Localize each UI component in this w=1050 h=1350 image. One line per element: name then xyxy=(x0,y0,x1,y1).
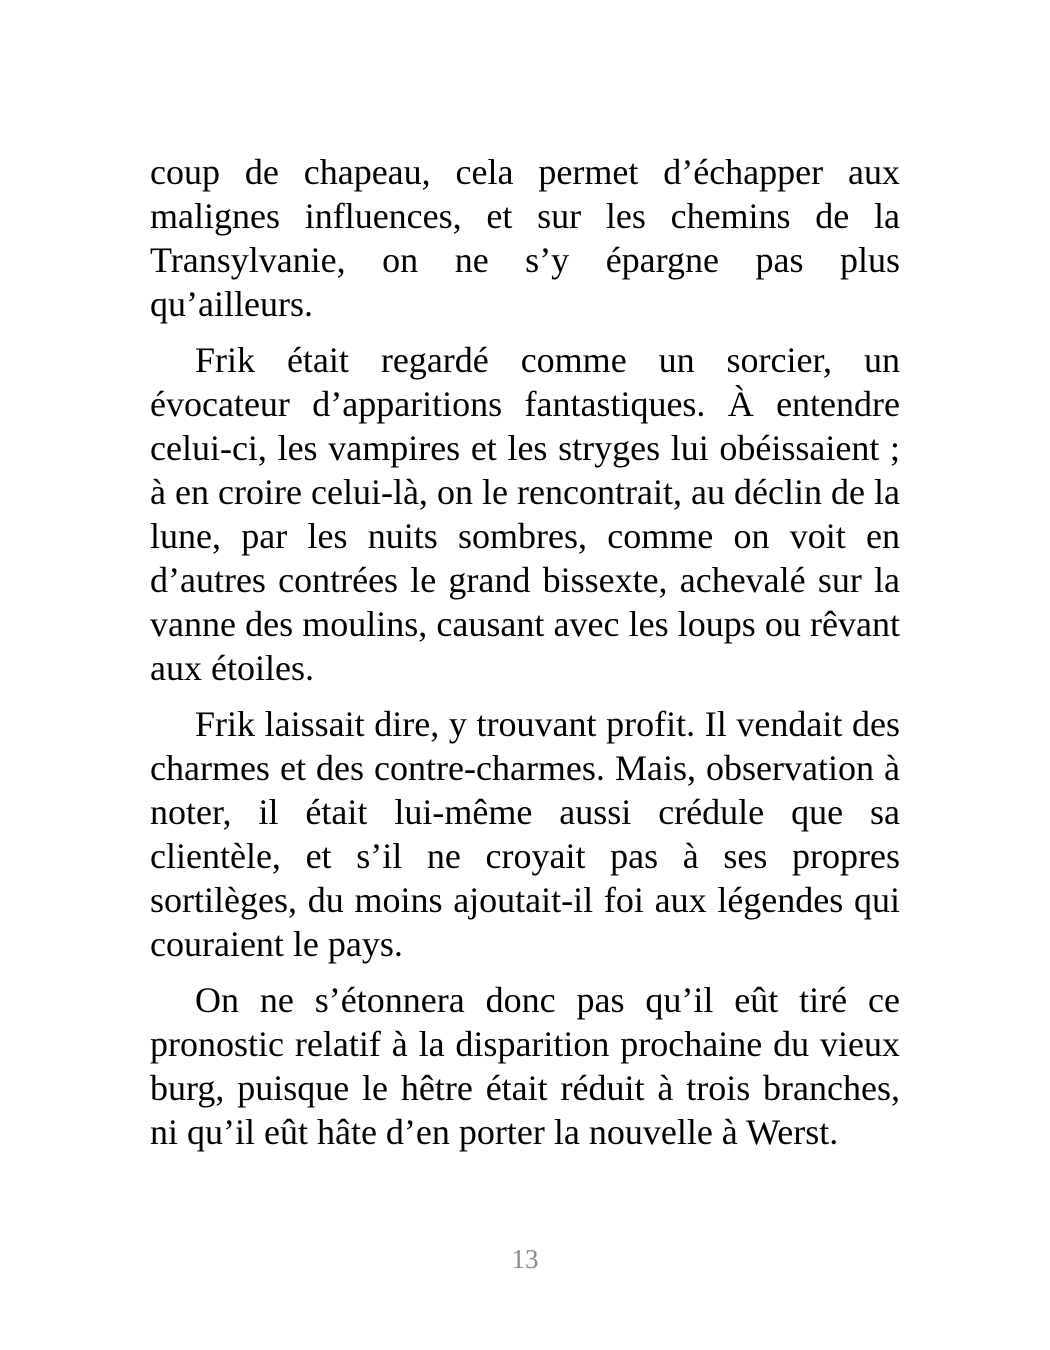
page-number: 13 xyxy=(511,1244,539,1274)
paragraph: Frik était regardé comme un sorcier, un évocateur d’apparitions fantastiques. À entendre celui-ci, les vampires et les stryges lui obéissaient ; à en croire celui-là, on le rencontrait, au déclin de la lune, par les nuits sombres, comme on voit en d’autres contrées le grand bissexte, achevalé sur la vanne des moulins, causant avec les loups ou rêvant aux étoiles. xyxy=(150,340,900,688)
paragraph: On ne s’étonnera donc pas qu’il eût tiré ce pronostic relatif à la disparition prochaine du vieux burg, puisque le hêtre était réduit à trois branches, ni qu’il eût hâte d’en porter la nouvelle à Werst. xyxy=(150,980,900,1152)
paragraph: Frik laissait dire, y trouvant profit. Il vendait des charmes et des contre-charmes. Mais, observation à noter, il était lui-même aussi crédule que sa clientèle, et s’il ne croyait pas à ses propres sortilèges, du moins ajoutait-il foi aux légendes qui couraient le pays. xyxy=(150,704,900,964)
page-body xyxy=(150,150,900,1166)
paragraph-continued: coup de chapeau, cela permet d’échapper aux malignes influences, et sur les chemins de la Transylvanie, on ne s’y épargne pas plus qu’ailleurs. xyxy=(150,152,900,324)
